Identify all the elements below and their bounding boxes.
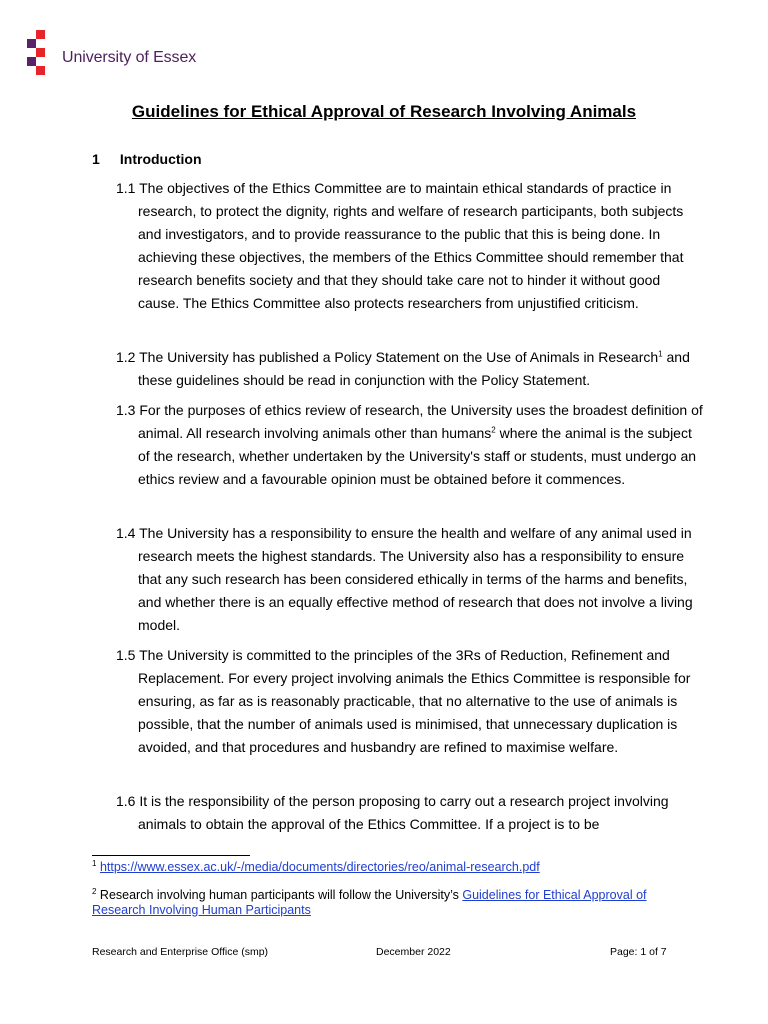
- org-name: University of Essex: [62, 49, 197, 66]
- footer-date: December 2022: [376, 946, 451, 958]
- footnote-ref-2[interactable]: 2: [491, 425, 496, 435]
- logo-squares-icon: [24, 30, 64, 80]
- section-heading: [92, 151, 202, 167]
- paragraph-1-1: 1.1 The objectives of the Ethics Committee are to maintain ethical standards of practice in research, to protect the dignity, rights and welfare of research participants, both subjects and investigators, and to provide reassurance to the public that this is being done. In achieving these objectives, the members of the Ethics Committee should remember that research benefits society and that they should take care not to hinder it without good cause. The Ethics Committee also protects researchers from unjustified criticism.: [116, 180, 684, 311]
- footnote-ref-1[interactable]: 1: [658, 349, 663, 359]
- paragraph-1-2: 1.2 The University has published a Policy Statement on the Use of Animals in Research$^1$ and these guidelines should be read in conjunction with the Policy Statement.: [116, 349, 690, 388]
- footer-page-number: Page: 1 of 7: [610, 946, 667, 958]
- human-participants-guidelines-link[interactable]: Guidelines for Ethical Approval of Research Involving Human Participants: [92, 888, 647, 917]
- paragraph-1-3: 1.3 For the purposes of ethics review of research, the University uses the broadest definition of animal. All research involving animals other than humans$^2$ where the animal is the subject of the research, whether undertaken by the University's staff or students, must undergo an ethics review and a favourable opinion must be obtained before it commences.: [116, 402, 703, 487]
- section-number: 1: [92, 151, 100, 167]
- paragraph-1-6: 1.6 It is the responsibility of the person proposing to carry out a research project involving animals to obtain the approval of the Ethics Committee. If a project is to be: [116, 793, 669, 832]
- policy-statement-link[interactable]: https://www.essex.ac.uk/-/media/documents/directories/reo/animal-research.pdf: [99, 860, 540, 874]
- footnote-1: $^1$ https://www.essex.ac.uk/-/media/documents/directories/reo/animal-research.pdf: [92, 858, 540, 874]
- footer-office: Research and Enterprise Office (smp): [92, 946, 269, 958]
- footnote-divider: [92, 855, 250, 856]
- document-title: Guidelines for Ethical Approval of Research Involving Animals: [131, 102, 637, 121]
- section-title: Introduction: [119, 151, 202, 167]
- footnote-2: $^2$ Research involving human participants will follow the University’s Guidelines for Ethical Approval of Research Involving Human Participants: [92, 886, 647, 917]
- paragraph-1-5: 1.5 The University is committed to the principles of the 3Rs of Reduction, Refinement and Replacement. For every project involving animals the Ethics Committee is responsible for ensuring, as far as is reasonably practicable, that no alternative to the use of animals is possible, that the number of animals used is minimised, that unnecessary duplication is avoided, and that procedures and husbandry are refined to maximise welfare.: [116, 647, 691, 755]
- university-logo: [24, 30, 204, 90]
- paragraph-1-4: 1.4 The University has a responsibility to ensure the health and welfare of any animal used in research meets the highest standards. The University also has a responsibility to ensure that any such research has been considered ethically in terms of the harms and benefits, and whether there is an equally effective method of research that does not involve a living model.: [116, 525, 693, 633]
